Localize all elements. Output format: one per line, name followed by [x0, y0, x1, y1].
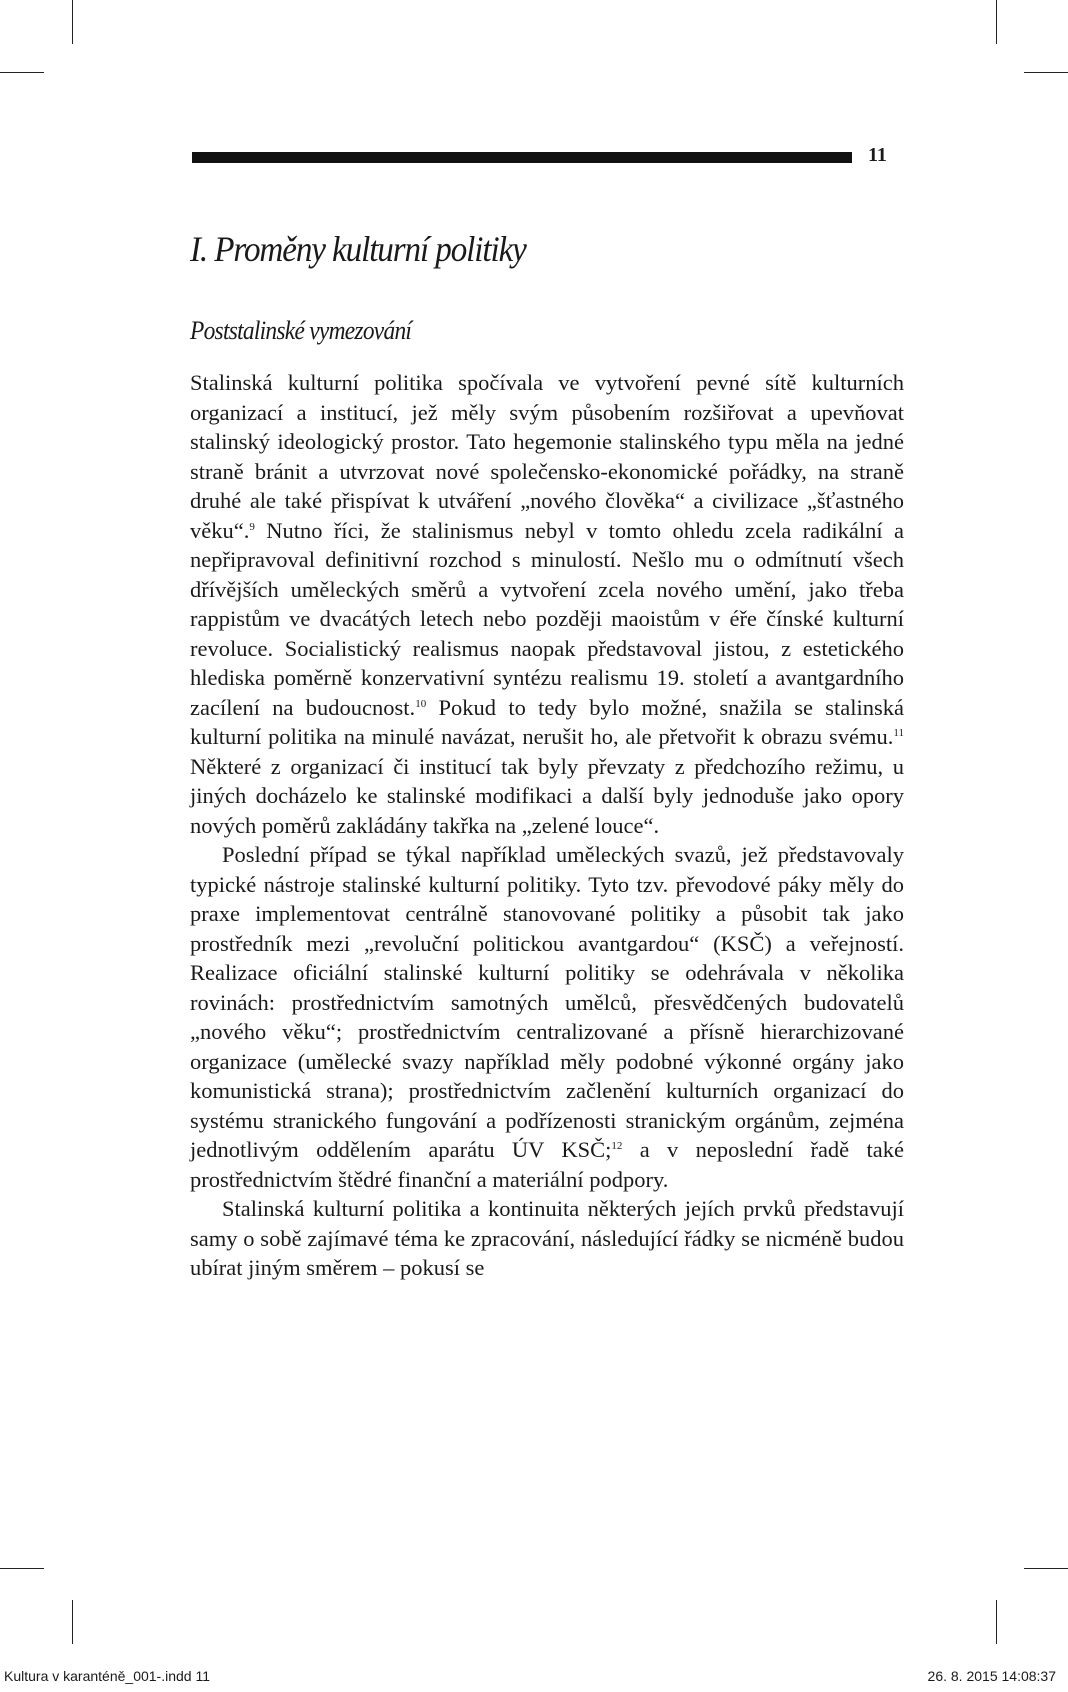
paragraph-text: Stalinská kulturní politika a kontinuita některých jejích prvků představují samy o sobě zajímavé téma ke zpracování, následující řádky se nicméně budou ubírat jiným směrem – pokusí se — [190, 1196, 904, 1280]
crop-mark — [0, 1568, 44, 1569]
crop-mark — [996, 0, 997, 44]
crop-mark — [996, 1600, 997, 1644]
footer-file-label: Kultura v karanténě_001-.indd 11 — [4, 1668, 210, 1684]
chapter-title: I. Proměny kulturní politiky — [190, 229, 526, 269]
crop-mark — [1024, 1568, 1068, 1569]
paragraph-text: a v neposlední řadě také prostřednictvím štědré finanční a materiální podpory. — [190, 1137, 904, 1192]
header-rule — [192, 152, 852, 163]
crop-mark — [72, 0, 73, 44]
paragraph — [190, 840, 904, 1194]
page-number: 11 — [868, 144, 887, 166]
paragraph-text: Některé z organizací či institucí tak byly převzaty z předchozího režimu, u jiných docházelo ke stalinské modifikaci a další byly jednoduše jako opory nových poměrů zakládány takřka na „zelené louce“. — [190, 753, 904, 838]
section-title: Poststalinské vymezování — [190, 316, 412, 345]
footnote-ref: 12 — [611, 1140, 623, 1152]
paragraph-text: Poslední případ se týkal například uměleckých svazů, jež představovaly typické nástroje stalinské kulturní politiky. Tyto tzv. převodové páky měly do praxe implementovat centrálně stanovované politiky a působit tak jako prostředník mezi „revoluční politickou avantgardou“ (KSČ) a veřejností. Realizace oficiální stalinské kulturní politiky se odehrávala v několika rovinách: prostřednictvím samotných umělců, přesvědčených budovatelů „nového věku“; prostřednictvím centralizované a přísně hierarchizované organizace (umělecké svazy například měly podobné výkonné orgány jako komunistická strana); prostřednictvím začlenění kulturních organizací do systému stranického fungování a podřízenosti stranickým orgánům, zejména jednotlivým oddělením aparátu ÚV KSČ; — [190, 842, 904, 1162]
footnote-ref: 11 — [893, 727, 904, 739]
crop-mark — [0, 72, 44, 73]
footnote-ref: 9 — [249, 520, 255, 533]
paragraph — [190, 368, 904, 840]
footer-timestamp: 26. 8. 2015 14:08:37 — [927, 1668, 1056, 1684]
body-text — [190, 368, 904, 1283]
paragraph-text: Pokud to tedy bylo možné, snažila se stalinská kulturní politika na minulé navázat, nerušit ho, ale přetvořit k obrazu svému. — [190, 694, 904, 749]
footnote-ref: 10 — [415, 697, 427, 710]
crop-mark — [1024, 72, 1068, 73]
paragraph — [190, 1194, 904, 1283]
paragraph-text: Nutno říci, že stalinismus nebyl v tomto ohledu zcela radikální a nepřipravoval definitivní rozchod s minulostí. Nešlo mu o odmítnutí všech dřívějších uměleckých směrů a vytvoření zcela nového umění, jako třeba rappistům ve dvacátých letech nebo později maoistům v éře čínské kulturní revoluce. Socialistický realismus naopak představoval jistou, z estetického hlediska poměrně konzervativní syntézu realismu 19. století a avantgardního zacílení na budoucnost. — [190, 517, 904, 720]
paragraph-text: Stalinská kulturní politika spočívala ve vytvoření pevné sítě kulturních organizací a institucí, jež měly svým působením rozšiřovat a upevňovat stalinský ideologický prostor. Tato hegemonie stalinského typu měla na jedné straně bránit a utvrzovat nové společensko-ekonomické pořádky, na straně druhé ale také přispívat k utváření „nového člověka“ a civilizace „šťastného věku“. — [190, 370, 904, 543]
crop-mark — [72, 1600, 73, 1644]
